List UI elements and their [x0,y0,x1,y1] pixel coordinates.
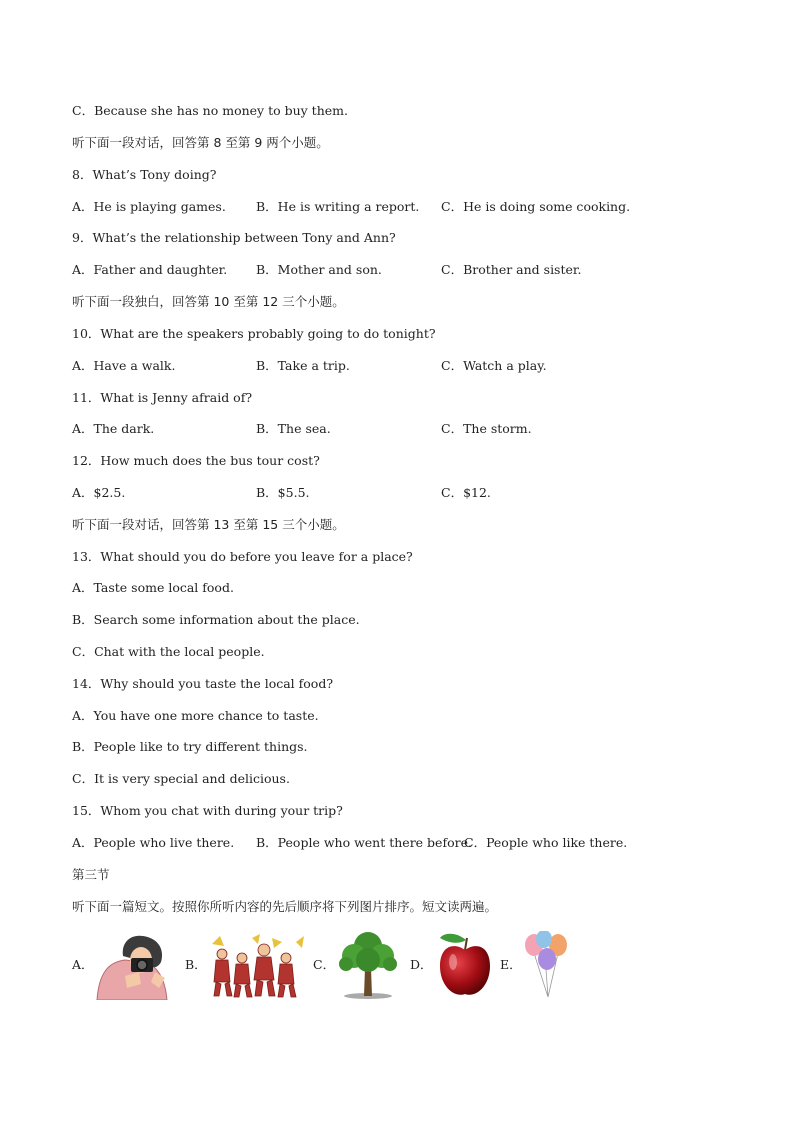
q14-option-a: A．You have one more chance to taste. [72,708,319,723]
picture-label-c: C． [313,957,336,972]
question-10: 10．What are the speakers probably going to do tonight? [72,326,436,341]
dancers-picture [208,934,306,998]
q8-option-b: B．He is writing a report. [256,199,420,214]
q11-option-b: B．The sea. [256,421,331,436]
q15-option-c: C．People who like there. [464,835,628,850]
q8-option-a: A．He is playing games. [72,199,226,214]
q8-option-c: C．He is doing some cooking. [441,199,631,214]
q10-option-c: C．Watch a play. [441,358,547,373]
instruction-q10-12: 听下面一段独白，回答第 10 至第 12 三个小题。 [72,294,345,309]
question-15: 15．Whom you chat with during your trip? [72,803,343,818]
photographer-picture [95,932,177,1000]
q12-option-c: C．$12. [441,485,491,500]
instruction-q13-15: 听下面一段对话，回答第 13 至第 15 三个小题。 [72,517,345,532]
q11-option-a: A．The dark. [72,421,155,436]
picture-label-e: E． [500,957,522,972]
question-14: 14．Why should you taste the local food? [72,676,334,691]
q13-option-a: A．Taste some local food. [72,580,234,595]
question-13: 13．What should you do before you leave for a place? [72,549,413,564]
apple-picture [436,930,494,998]
q14-option-c: C．It is very special and delicious. [72,771,290,786]
balloons-picture [522,931,570,999]
q9-option-b: B．Mother and son. [256,262,382,277]
question-11: 11．What is Jenny afraid of? [72,390,253,405]
q10-option-b: B．Take a trip. [256,358,350,373]
q13-option-c: C．Chat with the local people. [72,644,265,659]
instruction-section-3: 听下面一篇短文。按照你所听内容的先后顺序将下列图片排序。短文读两遍。 [72,899,498,914]
q14-option-b: B．People like to try different things. [72,739,308,754]
q9-option-a: A．Father and daughter. [72,262,228,277]
q7-option-c: C．Because she has no money to buy them. [72,103,348,118]
q12-option-b: B．$5.5. [256,485,310,500]
q15-option-b: B．People who went there before. [256,835,472,850]
picture-label-a: A． [72,957,94,972]
q13-option-b: B．Search some information about the place. [72,612,360,627]
q11-option-c: C．The storm. [441,421,532,436]
q9-option-c: C．Brother and sister. [441,262,582,277]
question-12: 12．How much does the bus tour cost? [72,453,320,468]
instruction-q8-9: 听下面一段对话，回答第 8 至第 9 两个小题。 [72,135,329,150]
picture-label-b: B． [185,957,207,972]
section-3-heading: 第三节 [72,867,110,882]
tree-picture [338,928,398,1000]
q15-option-a: A．People who live there. [72,835,235,850]
question-9: 9．What’s the relationship between Tony and Ann? [72,230,396,245]
q10-option-a: A．Have a walk. [72,358,176,373]
q12-option-a: A．$2.5. [72,485,126,500]
question-8: 8．What’s Tony doing? [72,167,217,182]
picture-label-d: D． [410,957,433,972]
